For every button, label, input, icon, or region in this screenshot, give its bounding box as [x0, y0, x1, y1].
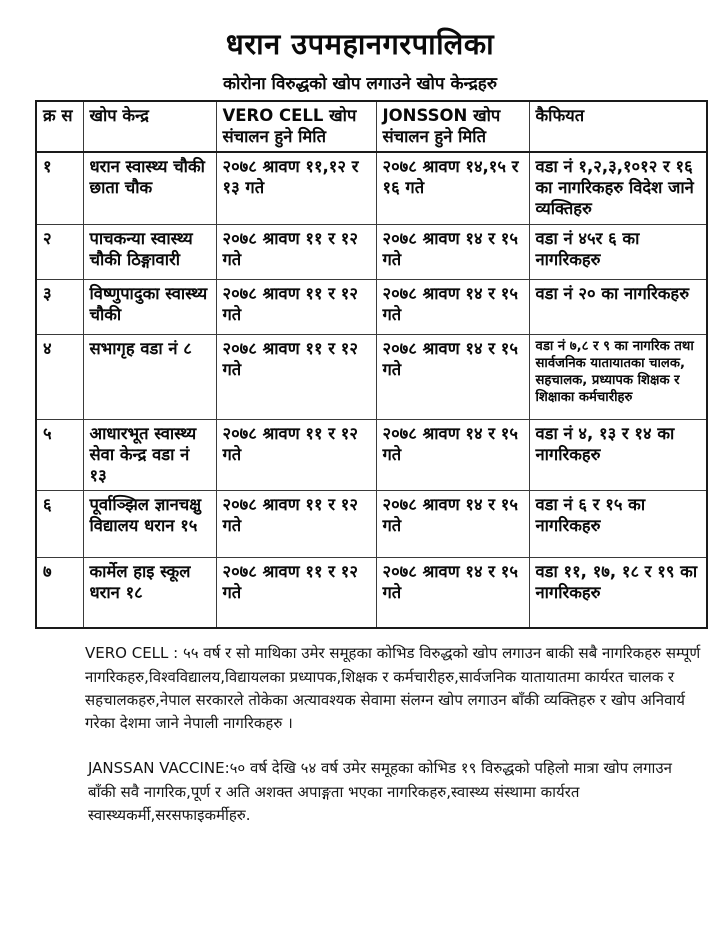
cell-serial-number: ७	[36, 557, 83, 628]
table-header-row	[36, 101, 707, 152]
cell-vaccine-center: विष्णुपादुका स्वास्थ्य चौकी	[83, 279, 216, 334]
cell-vero-dates: २०७८ श्रावण ११ र १२ गते	[216, 279, 376, 334]
cell-remarks: वडा नं ६ र १५ का नागरिकहरु	[529, 490, 707, 557]
note-janssen-vaccine: JANSSAN VACCINE:५० वर्ष देखि ५४ वर्ष उमेर समूहका कोभिड १९ विरुद्धको पहिलो मात्रा खोप लगाउन बाँकी सवै नागरिक,पूर्ण र अति अशक्त अपाङ्गता भएका नागरिकहरु,स्वास्थ्य संस्थामा कार्यरत स्वास्थ्यकर्मी,सरसफाइकर्मीहरु.	[88, 759, 672, 824]
cell-vero-dates: २०७८ श्रावण ११ र १२ गते	[216, 334, 376, 419]
cell-serial-number: १	[36, 152, 83, 224]
cell-serial-number: ४	[36, 334, 83, 419]
table-row	[36, 224, 707, 279]
cell-vero-dates: २०७८ श्रावण ११ र १२ गते	[216, 490, 376, 557]
header-vero-cell-dates: VERO CELL खोप संचालन हुने मिति	[216, 101, 376, 152]
cell-jonsson-dates: २०७८ श्रावण १४ र १५ गते	[376, 279, 529, 334]
cell-jonsson-dates: २०७८ श्रावण १४ र १५ गते	[376, 557, 529, 628]
cell-vaccine-center: धरान स्वास्थ्य चौकी छाता चौक	[83, 152, 216, 224]
cell-vaccine-center: पूर्वाञ्झिल ज्ञानचक्षु विद्यालय धरान १५	[83, 490, 216, 557]
cell-remarks: वडा नं ४५र ६ का नागरिकहरु	[529, 224, 707, 279]
cell-serial-number: २	[36, 224, 83, 279]
cell-vaccine-center: पाचकन्या स्वास्थ्य चौकी ठिङ्गावारी	[83, 224, 216, 279]
cell-remarks: वडा नं ७,८ र ९ का नागरिक तथा सार्वजनिक यातायातका चालक, सहचालक, प्रध्यापक शिक्षक र शिक्षाका कर्मचारीहरु	[529, 334, 707, 419]
cell-vaccine-center: आधारभूत स्वास्थ्य सेवा केन्द्र वडा नं १३	[83, 419, 216, 490]
header-vaccine-center: खोप केन्द्र	[83, 101, 216, 152]
table-row	[36, 334, 707, 419]
table-row	[36, 490, 707, 557]
table-row	[36, 557, 707, 628]
cell-vero-dates: २०७८ श्रावण ११,१२ र १३ गते	[216, 152, 376, 224]
cell-jonsson-dates: २०७८ श्रावण १४ र १५ गते	[376, 419, 529, 490]
cell-vero-dates: २०७८ श्रावण ११ र १२ गते	[216, 419, 376, 490]
cell-remarks: वडा नं २० का नागरिकहरु	[529, 279, 707, 334]
cell-vero-dates: २०७८ श्रावण ११ र १२ गते	[216, 557, 376, 628]
page-title: धरान उपमहानगरपालिका	[225, 27, 495, 61]
cell-jonsson-dates: २०७८ श्रावण १४,१५ र १६ गते	[376, 152, 529, 224]
note-vero-cell: VERO CELL : ५५ वर्ष र सो माथिका उमेर समूहका कोभिड विरुद्धको खोप लगाउन बाकी सबै नागरिकहरु सम्पूर्ण नागरिकहरु,विश्वविद्यालय,विद्यायलका प्रध्यापक,शिक्षक र कर्मचारीहरु,सार्वजनिक यातायातमा कार्यरत चालक र सहचालकहरु,नेपाल सरकारले तोकेका अत्यावश्यक सेवामा संलग्न खोप लगाउन बाँकी व्यक्तिहरु र खोप अनिवार्य गरेका देशमा जाने नेपाली नागरिकहरु ।	[85, 644, 701, 733]
cell-remarks: वडा ११, १७, १८ र १९ का नागरिकहरु	[529, 557, 707, 628]
cell-remarks: वडा नं १,२,३,१०१२ र १६ का नागरिकहरु विदेश जाने व्यक्तिहरु	[529, 152, 707, 224]
cell-vaccine-center: सभागृह वडा नं ८	[83, 334, 216, 419]
cell-jonsson-dates: २०७८ श्रावण १४ र १५ गते	[376, 334, 529, 419]
cell-serial-number: ३	[36, 279, 83, 334]
cell-serial-number: ६	[36, 490, 83, 557]
table-row	[36, 152, 707, 224]
table-row	[36, 419, 707, 490]
vaccination-centers-table	[35, 100, 708, 629]
cell-vero-dates: २०७८ श्रावण ११ र १२ गते	[216, 224, 376, 279]
header-jonsson-dates: JONSSON खोप संचालन हुने मिति	[376, 101, 529, 152]
table-row	[36, 279, 707, 334]
cell-jonsson-dates: २०७८ श्रावण १४ र १५ गते	[376, 490, 529, 557]
header-remarks: कैफियत	[529, 101, 707, 152]
page-subtitle: कोरोना विरुद्धको खोप लगाउने खोप केन्द्रहरु	[222, 74, 498, 94]
cell-serial-number: ५	[36, 419, 83, 490]
header-serial-number: क्र स	[36, 101, 83, 152]
cell-jonsson-dates: २०७८ श्रावण १४ र १५ गते	[376, 224, 529, 279]
cell-vaccine-center: कार्मेल हाइ स्कूल धरान १८	[83, 557, 216, 628]
cell-remarks: वडा नं ४, १३ र १४ का नागरिकहरु	[529, 419, 707, 490]
